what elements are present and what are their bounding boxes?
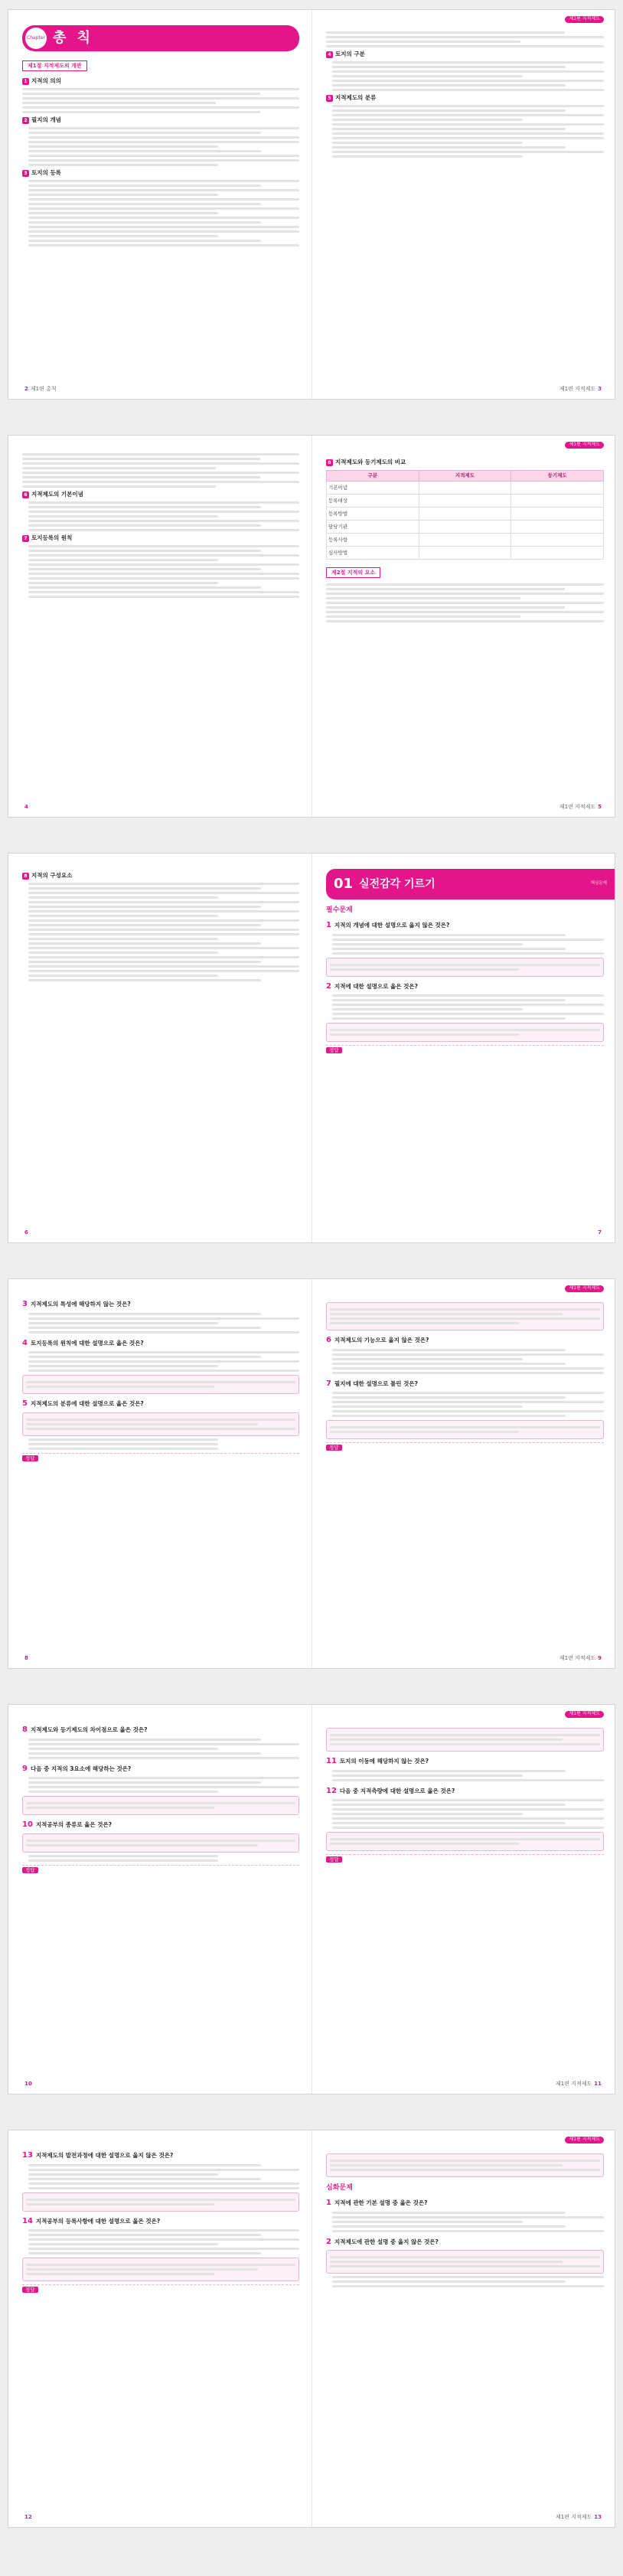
- question: 6 지적제도의 기능으로 옳지 않은 것은?: [326, 1336, 429, 1344]
- page-number: 제1편 지적제도 5: [559, 803, 602, 810]
- options: [22, 2229, 299, 2254]
- table-head: 지적제도: [419, 470, 511, 481]
- chapter-header: [22, 25, 299, 51]
- page-number: 2 제1편 총칙: [24, 385, 57, 392]
- explanation-box: [326, 1832, 604, 1851]
- spread-6: [8, 2130, 615, 2528]
- page-7: [312, 854, 615, 1242]
- text-block: [22, 883, 299, 981]
- item-heading: 6 지적제도의 기본이념: [22, 491, 299, 499]
- page-number: 제1편 지적제도 11: [555, 2080, 602, 2087]
- options: [22, 1313, 299, 1334]
- options: [326, 994, 604, 1020]
- options: [326, 934, 604, 955]
- answer-row: 정답: [326, 1045, 604, 1054]
- spread-2: [8, 435, 615, 818]
- text-block: [326, 31, 604, 47]
- item-heading: 1 지적의 의의: [22, 77, 299, 86]
- explanation-box: [326, 1420, 604, 1439]
- item-heading: 4 토지의 구분: [326, 51, 604, 59]
- text-block: [326, 61, 604, 91]
- text-block: [22, 127, 299, 166]
- question: 5 지적제도의 분류에 대한 설명으로 옳은 것은?: [22, 1399, 144, 1408]
- question: 4 토지등록의 원칙에 대한 설명으로 옳은 것은?: [22, 1338, 144, 1347]
- table-head: 구분: [327, 470, 419, 481]
- question: 12 다음 중 지적측량에 대한 설명으로 옳은 것은?: [326, 1786, 455, 1795]
- text-block: [22, 545, 299, 598]
- page-4: [8, 436, 312, 817]
- page-10: [8, 1705, 312, 2094]
- explanation-box: [22, 2192, 299, 2212]
- chapter-title: 총 칙: [53, 29, 94, 46]
- page-3: [312, 10, 615, 399]
- page-number: 제1편 지적제도 9: [559, 1654, 602, 1661]
- running-header: 제1편 지적제도: [565, 16, 604, 23]
- unit-banner: [326, 869, 615, 899]
- options: [22, 1351, 299, 1372]
- page-6: [8, 854, 312, 1242]
- spread-1: [8, 9, 615, 400]
- subsection-title: 심화문제: [326, 2184, 353, 2192]
- question: 1 지적의 개념에 대한 설명으로 옳지 않은 것은?: [326, 921, 450, 930]
- explanation-box: [326, 1728, 604, 1752]
- unit-number: 01: [334, 875, 354, 892]
- answer-row: 정답: [326, 1854, 604, 1863]
- explanation-box: [22, 2258, 299, 2281]
- unit-subtitle: 핵심문제: [590, 881, 607, 886]
- options: [22, 1438, 299, 1450]
- question: 7 필지에 대한 설명으로 틀린 것은?: [326, 1379, 418, 1388]
- running-header: 제1편 지적제도: [565, 1285, 604, 1292]
- question: 3 지적제도의 특성에 해당하지 않는 것은?: [22, 1300, 131, 1308]
- question: 10 지적공부의 종류로 옳은 것은?: [22, 1820, 113, 1829]
- answer-row: 정답: [22, 2284, 299, 2294]
- spread-3: [8, 853, 615, 1243]
- answer-row: 정답: [22, 1865, 299, 1874]
- page-2: [8, 10, 312, 399]
- item-heading: 5 지적제도의 분류: [326, 94, 604, 103]
- options: [22, 2164, 299, 2189]
- page-number: 6: [24, 1229, 28, 1236]
- chapter-label: Chapter: [25, 28, 47, 49]
- unit-title: 실전감각 기르기: [359, 877, 435, 890]
- section-title: 제2절 지적의 요소: [326, 567, 380, 578]
- choice-box: [326, 2250, 604, 2274]
- item-heading: 8 지적의 구성요소: [22, 872, 299, 880]
- question: 11 토지의 이동에 해당하지 않는 것은?: [326, 1757, 429, 1765]
- item-heading: 3 토지의 등록: [22, 169, 299, 178]
- choice-box: [22, 1412, 299, 1436]
- text-block: [22, 501, 299, 531]
- choice-box: [22, 1833, 299, 1853]
- page-number: 8: [24, 1654, 28, 1661]
- options: [22, 1855, 299, 1862]
- page-5: [312, 436, 615, 817]
- page-number: 7: [598, 1229, 602, 1236]
- page-number: 10: [24, 2080, 32, 2087]
- text-block: [22, 453, 299, 488]
- text-block: [326, 583, 604, 622]
- section-title: 제1절 지적제도의 개관: [22, 60, 87, 71]
- table-heading: 8 지적제도와 등기제도의 비교: [326, 459, 604, 467]
- spread-5: [8, 1704, 615, 2094]
- table-head: 등기제도: [511, 470, 604, 481]
- explanation-box: [326, 1023, 604, 1042]
- options: [326, 2276, 604, 2287]
- question: 8 지적제도와 등기제도의 차이점으로 옳은 것은?: [22, 1725, 148, 1734]
- options: [326, 2212, 604, 2232]
- text-block: [22, 88, 299, 113]
- page-9: [312, 1279, 615, 1668]
- question: 14 지적공부의 등록사항에 대한 설명으로 옳은 것은?: [22, 2216, 161, 2225]
- comparison-table: [326, 470, 604, 560]
- options: [22, 1777, 299, 1793]
- text-block: [326, 105, 604, 158]
- options: [326, 1799, 604, 1829]
- running-header: 제1편 지적제도: [565, 1711, 604, 1718]
- options: [326, 1349, 604, 1374]
- explanation-box: [22, 1375, 299, 1394]
- options: [326, 1770, 604, 1781]
- table-row: 등록방법: [327, 508, 604, 521]
- table-row: 등록대상: [327, 495, 604, 508]
- page-number: 제1편 지적제도 13: [555, 2513, 602, 2520]
- question: 13 지적제도의 발전과정에 대한 설명으로 옳지 않은 것은?: [22, 2151, 174, 2160]
- subsection-title: 필수문제: [326, 906, 353, 914]
- page-number: 4: [24, 803, 28, 810]
- item-heading: 7 토지등록의 원칙: [22, 534, 299, 543]
- question: 2 지적에 대한 설명으로 옳은 것은?: [326, 981, 418, 991]
- page-13: [312, 2130, 615, 2527]
- explanation-box: [326, 958, 604, 977]
- table-row: 심사방법: [327, 547, 604, 560]
- options: [22, 1739, 299, 1759]
- page-12: [8, 2130, 312, 2527]
- question: 9 다음 중 지적의 3요소에 해당하는 것은?: [22, 1764, 132, 1773]
- question: 2 지적제도에 관한 설명 중 옳지 않은 것은?: [326, 2237, 439, 2246]
- running-header: 제1편 지적제도: [565, 442, 604, 449]
- page-11: [312, 1705, 615, 2094]
- question: 1 지적에 관한 기본 설명 중 옳은 것은?: [326, 2199, 428, 2208]
- page-number: 제1편 지적제도 3: [559, 385, 602, 392]
- explanation-box: [326, 1302, 604, 1330]
- answer-row: 정답: [22, 1453, 299, 1462]
- running-header: 제1편 지적제도: [565, 2137, 604, 2143]
- explanation-box: [326, 2153, 604, 2177]
- item-heading: 2 필지의 개념: [22, 116, 299, 125]
- table-row: 등록사항: [327, 534, 604, 547]
- page-number: 12: [24, 2513, 32, 2520]
- table-row: 기본이념: [327, 482, 604, 495]
- page-8: [8, 1279, 312, 1668]
- table-row: 담당기관: [327, 521, 604, 534]
- text-block: [22, 180, 299, 246]
- spread-4: [8, 1278, 615, 1669]
- options: [326, 1392, 604, 1417]
- explanation-box: [22, 1796, 299, 1815]
- answer-row: 정답: [326, 1442, 604, 1451]
